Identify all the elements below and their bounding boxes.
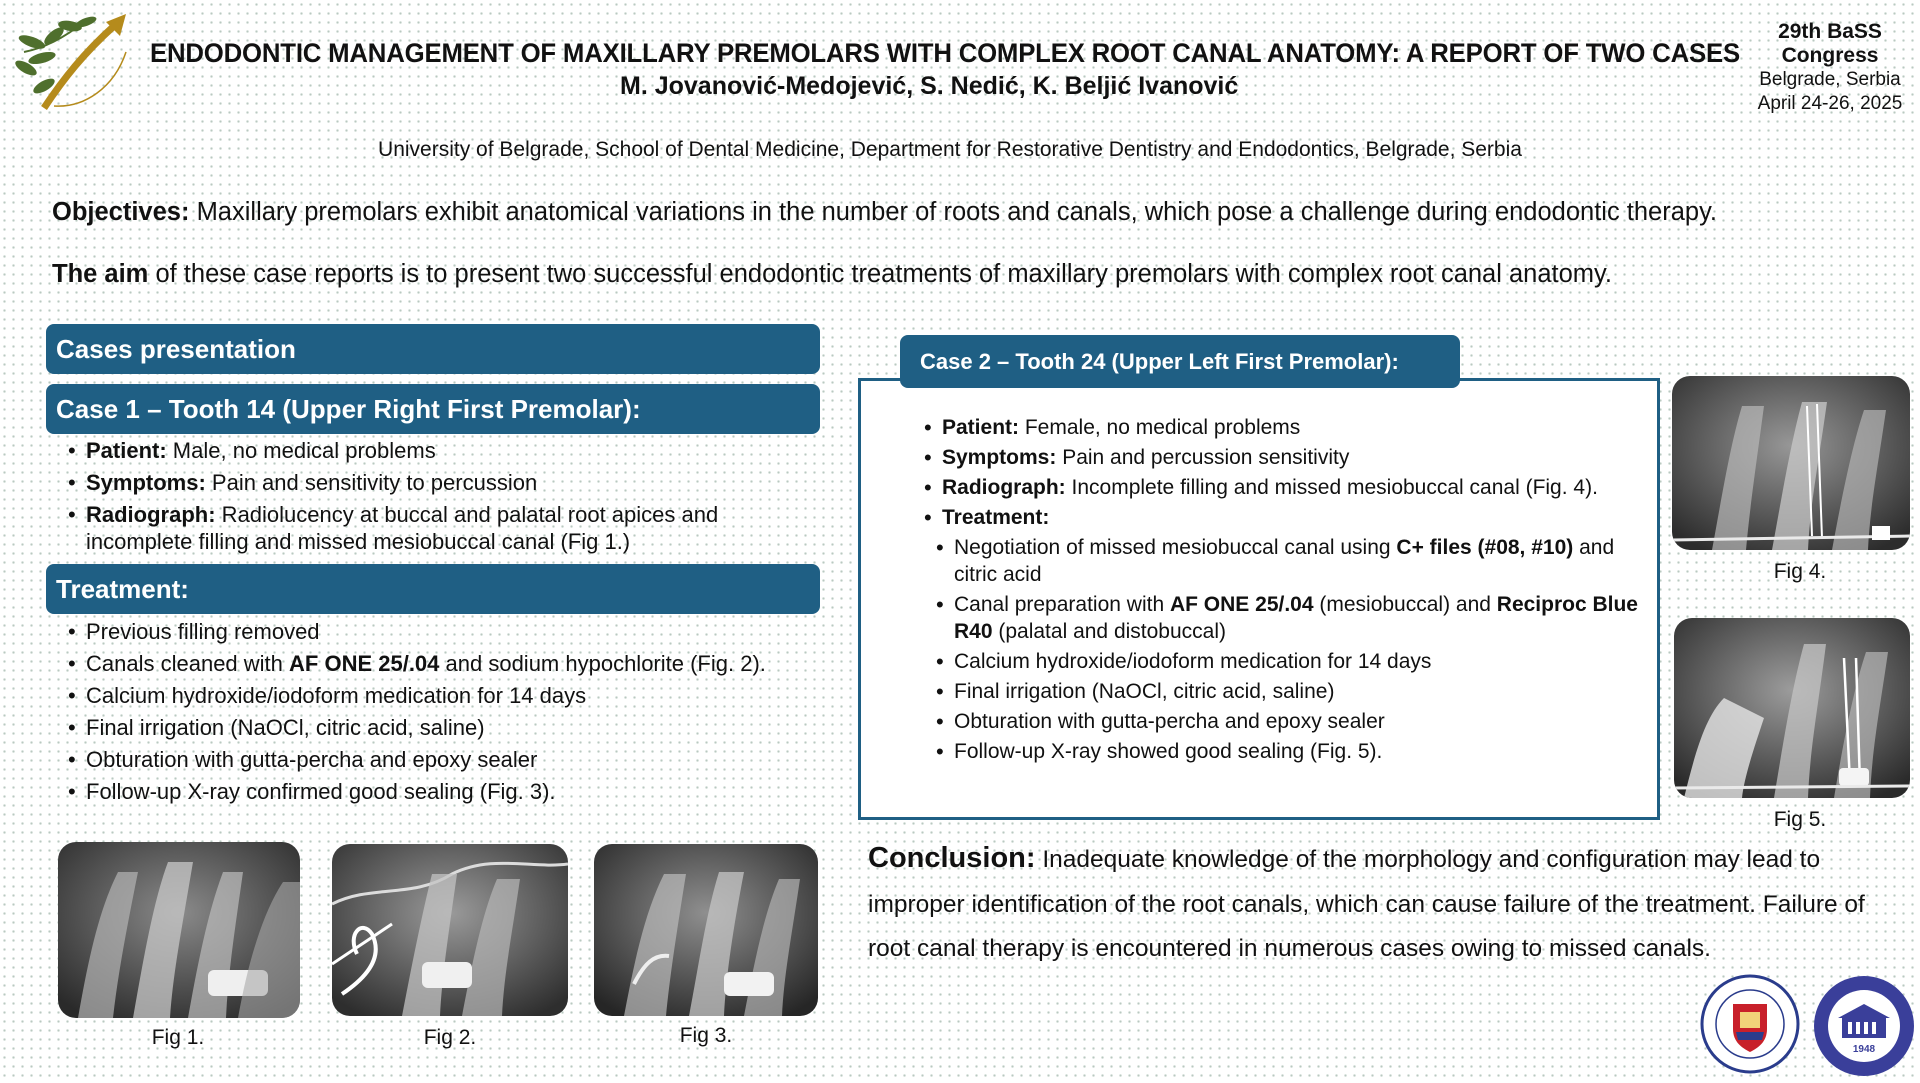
list-item: • Negotiation of missed mesiobuccal canal using C+ files (#08, #10) and citric acid xyxy=(936,534,1638,588)
case2-treatment-list xyxy=(936,534,1638,765)
list-item: • Final irrigation (NaOCl, citric acid, saline) xyxy=(936,678,1638,705)
case2-details-list xyxy=(918,414,1638,768)
bass-logo xyxy=(14,8,154,128)
list-item: • Calcium hydroxide/iodoform medication for 14 days xyxy=(936,648,1638,675)
olive-branch-arrow-icon xyxy=(14,8,154,128)
list-item: • Patient: Female, no medical problems xyxy=(918,414,1638,441)
list-item: • Final irrigation (NaOCl, citric acid, saline) xyxy=(62,714,832,741)
list-item: • Canal preparation with AF ONE 25/.04 (mesiobuccal) and Reciproc Blue R40 (palatal and distobuccal) xyxy=(936,591,1638,645)
case1-treatment-list xyxy=(62,618,832,810)
list-item: • Treatment: • Negotiation of missed mesiobuccal canal using C+ files (#08, #10) and citric acid • Canal preparation with AF ONE 25/.04 (mesiobuccal) and Reciproc Blue R40 (palatal and distobuccal) • Calcium hydroxide/iodoform medication for 14 days • Final irrigation (NaOCl, citric acid, saline) • Obturation with gutta-percha and epoxy sealer • Follow-up X-ray showed good sealing (Fig. 5). xyxy=(918,504,1638,765)
xray-fig5-image xyxy=(1674,618,1910,798)
congress-line1: 29th BaSS xyxy=(1778,20,1882,43)
fig2-caption: Fig 2. xyxy=(423,1026,477,1049)
list-item: • Patient: Male, no medical problems xyxy=(62,437,822,464)
fig5-caption: Fig 5. xyxy=(1773,808,1827,831)
objectives-paragraph xyxy=(52,198,1717,227)
xray-fig2-image xyxy=(332,844,568,1016)
list-item: • Previous filling removed xyxy=(62,618,832,645)
congress-location: Belgrade, Serbia xyxy=(1759,69,1901,90)
congress-line2: Congress xyxy=(1781,44,1879,67)
seal-year: 1948 xyxy=(1852,1044,1876,1055)
list-item: • Calcium hydroxide/iodoform medication for 14 days xyxy=(62,682,832,709)
conclusion-label: Conclusion: xyxy=(868,842,1036,874)
aim-label: The aim xyxy=(52,260,149,288)
xray-fig4-image xyxy=(1672,376,1910,550)
case1-details-list xyxy=(62,437,822,560)
poster-affiliation: University of Belgrade, School of Dental Medicine, Department for Restorative Dentistry and Endodontics, Belgrade, Serbia xyxy=(378,138,1522,161)
list-item: • Follow-up X-ray showed good sealing (Fig. 5). xyxy=(936,738,1638,765)
fig4-caption: Fig 4. xyxy=(1773,560,1827,583)
case2-header: Case 2 – Tooth 24 (Upper Left First Premolar): xyxy=(900,335,1460,388)
list-item: • Radiograph: Radiolucency at buccal and palatal root apices and incomplete filling and missed mesiobuccal canal (Fig 1.) xyxy=(62,501,822,555)
poster-authors: M. Jovanović-Medojević, S. Nedić, K. Beljić Ivanović xyxy=(620,72,1239,100)
list-item: • Radiograph: Incomplete filling and missed mesiobuccal canal (Fig. 4). xyxy=(918,474,1638,501)
list-item: • Canals cleaned with AF ONE 25/.04 and sodium hypochlorite (Fig. 2). xyxy=(62,650,832,677)
conclusion-paragraph xyxy=(868,836,1888,972)
aim-text: of these case reports is to present two successful endodontic treatments of maxillary premolars with complex root canal anatomy. xyxy=(148,260,1612,288)
objectives-text: Maxillary premolars exhibit anatomical variations in the number of roots and canals, which pose a challenge during endodontic therapy. xyxy=(189,198,1718,226)
list-item: • Symptoms: Pain and sensitivity to percussion xyxy=(62,469,822,496)
list-item: • Follow-up X-ray confirmed good sealing (Fig. 3). xyxy=(62,778,832,805)
school-of-dental-medicine-seal-icon xyxy=(1812,974,1916,1078)
fig1-caption: Fig 1. xyxy=(151,1026,205,1049)
xray-fig1-image xyxy=(58,842,300,1018)
university-of-belgrade-seal-icon xyxy=(1700,974,1800,1074)
aim-paragraph xyxy=(52,260,1612,289)
list-item: • Obturation with gutta-percha and epoxy sealer xyxy=(62,746,832,773)
list-item: • Obturation with gutta-percha and epoxy sealer xyxy=(936,708,1638,735)
objectives-label: Objectives: xyxy=(52,198,190,226)
conclusion-text: Inadequate knowledge of the morphology and configuration may lead to improper identification of the root canals, which can cause failure of the treatment. Failure of root canal therapy is encountered in numerous cases owing to missed canals. xyxy=(868,846,1865,962)
poster-title: ENDODONTIC MANAGEMENT OF MAXILLARY PREMOLARS WITH COMPLEX ROOT CANAL ANATOMY: A REPORT OF TWO CASES xyxy=(150,38,1740,68)
cases-presentation-header: Cases presentation xyxy=(46,324,820,374)
congress-dates: April 24-26, 2025 xyxy=(1757,93,1903,114)
case1-treatment-header: Treatment: xyxy=(46,564,820,614)
case1-header: Case 1 – Tooth 14 (Upper Right First Premolar): xyxy=(46,384,820,434)
congress-info xyxy=(1740,20,1920,116)
list-item: • Symptoms: Pain and percussion sensitivity xyxy=(918,444,1638,471)
fig3-caption: Fig 3. xyxy=(679,1024,733,1047)
xray-fig3-image xyxy=(594,844,818,1016)
